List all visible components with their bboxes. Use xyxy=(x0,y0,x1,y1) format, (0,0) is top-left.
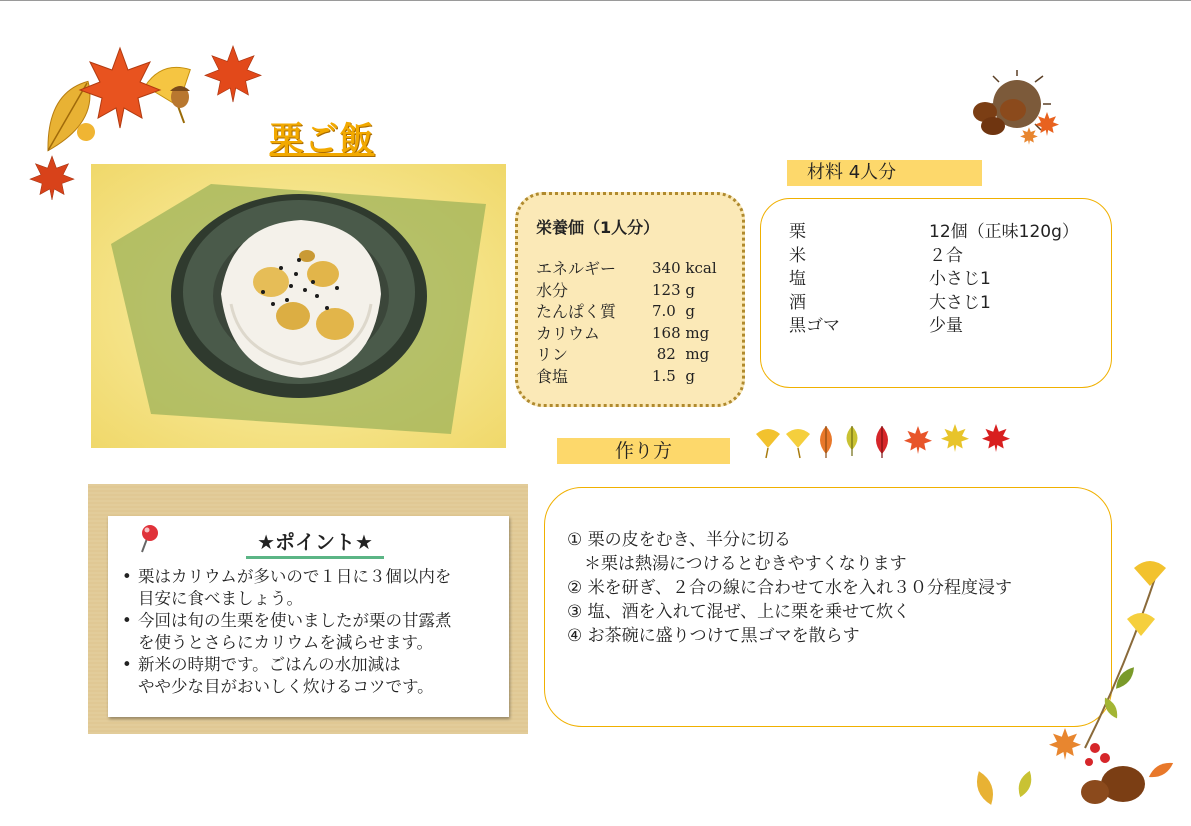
ingredient-amount: 小さじ1 xyxy=(929,269,991,289)
bottom-autumn-decoration xyxy=(965,548,1185,818)
nutrition-row xyxy=(536,344,742,366)
ingredient-amount: 大さじ1 xyxy=(929,292,991,313)
nutrition-row xyxy=(536,258,742,280)
ingredients-header: 材料 4人分 xyxy=(787,160,982,186)
point-text: やや少な目がおいしく炊けるコツです。 xyxy=(138,677,434,696)
leaf-icon xyxy=(1146,759,1175,782)
point-heading: ★ポイント★ xyxy=(246,526,384,559)
ginkgo-leaf-icon xyxy=(1127,613,1155,636)
pushpin-icon xyxy=(136,524,162,556)
nutrition-row xyxy=(536,323,742,345)
nutrient-name: カリウム xyxy=(536,323,600,343)
bullet: • xyxy=(122,655,132,674)
berry-branch-icon xyxy=(1085,743,1110,766)
method-header: 作り方 xyxy=(557,438,730,464)
nutrition-heading: 栄養価（1人分） xyxy=(536,218,660,237)
nutrient-value: 168 mg xyxy=(652,323,710,342)
maple-leaf-icon xyxy=(982,424,1010,452)
nutrition-row xyxy=(536,366,742,388)
point-text: を使うとさらにカリウムを減らせます。 xyxy=(138,633,434,652)
leaf-icon xyxy=(1112,664,1138,692)
method-step: ① 栗の皮をむき、半分に切る xyxy=(567,530,791,550)
nutrient-value: 123 g xyxy=(652,280,696,299)
maple-leaf-icon xyxy=(1035,112,1059,136)
ginkgo-leaf-icon xyxy=(786,429,810,458)
acorn-icon xyxy=(170,86,190,108)
leaf-icon xyxy=(876,426,888,458)
maple-leaf-icon xyxy=(1020,127,1038,145)
ingredient-amount: 12個（正味120g） xyxy=(929,222,1079,242)
nutrient-name: 食塩 xyxy=(536,366,569,386)
ingredient-name: 栗 xyxy=(789,222,806,242)
dish-photo xyxy=(91,164,506,448)
point-text: 今回は旬の生栗を使いましたが栗の甘露煮 xyxy=(138,611,452,630)
nutrition-box xyxy=(515,192,745,407)
method-step: ③ 塩、酒を入れて混ぜ、上に栗を乗せて炊く xyxy=(567,602,911,622)
maple-leaf-icon xyxy=(80,48,160,128)
bullet: • xyxy=(122,611,132,630)
point-item xyxy=(122,566,502,610)
maple-leaf-icon xyxy=(904,426,932,454)
nutrient-name: たんぱく質 xyxy=(536,302,617,322)
ingredient-row xyxy=(789,268,1111,292)
leaf-icon xyxy=(1015,769,1035,799)
maple-leaf-icon xyxy=(941,424,969,452)
ingredient-name: 酒 xyxy=(789,292,806,313)
nutrient-value: 82 mg xyxy=(652,345,710,364)
ingredient-row xyxy=(789,245,1111,269)
point-item xyxy=(122,654,502,698)
nutrition-row xyxy=(536,301,742,323)
chestnut-icon xyxy=(1081,766,1145,804)
point-item xyxy=(122,610,502,654)
leaf-icon xyxy=(847,426,858,456)
bullet: • xyxy=(122,567,132,586)
ingredient-name: 黒ゴマ xyxy=(789,316,840,336)
nutrient-name: エネルギー xyxy=(536,259,617,278)
method-step: ② 米を研ぎ、２合の線に合わせて水を入れ３０分程度浸す xyxy=(567,578,1012,598)
nutrient-name: リン xyxy=(536,345,569,365)
leaf-icon xyxy=(820,426,832,458)
leaf-icon xyxy=(972,769,997,808)
point-text: 新米の時期です。ごはんの水加減は xyxy=(138,655,401,674)
ingredient-row xyxy=(789,221,1111,245)
nutrient-value: 1.5 g xyxy=(652,366,695,385)
recipe-title: 栗ご飯 xyxy=(269,120,375,160)
maple-leaf-icon xyxy=(205,46,261,102)
ingredient-amount: ２合 xyxy=(929,245,963,266)
ingredient-row xyxy=(789,315,1111,339)
nutrient-name: 水分 xyxy=(536,280,569,300)
page-top-border xyxy=(0,0,1191,1)
ingredient-row xyxy=(789,292,1111,316)
point-text: 栗はカリウムが多いので１日に３個以内を xyxy=(138,567,452,586)
ingredient-amount: 少量 xyxy=(929,316,963,336)
maple-leaf-icon xyxy=(1049,728,1081,760)
nutrient-value: 7.0 g xyxy=(652,302,695,321)
point-list xyxy=(122,566,502,698)
ingredient-name: 塩 xyxy=(789,269,806,289)
ginkgo-leaf-icon xyxy=(1134,561,1166,586)
nutrition-row xyxy=(536,280,742,302)
ingredient-name: 米 xyxy=(789,245,806,266)
point-text: 目安に食べましょう。 xyxy=(138,589,303,608)
chestnut-rice-bowl-image xyxy=(91,164,506,448)
method-step: ④ お茶碗に盛りつけて黒ゴマを散らす xyxy=(567,626,860,646)
leaf-row-decoration xyxy=(752,420,1017,460)
nutrient-value: 340 kcal xyxy=(652,259,717,277)
chestnut-decoration xyxy=(965,70,1075,150)
ginkgo-leaf-icon xyxy=(756,429,780,458)
maple-leaf-icon xyxy=(30,156,74,200)
method-step-note: ＊栗は熱湯につけるとむきやすくなります xyxy=(567,554,907,574)
ingredients-box xyxy=(760,198,1112,388)
